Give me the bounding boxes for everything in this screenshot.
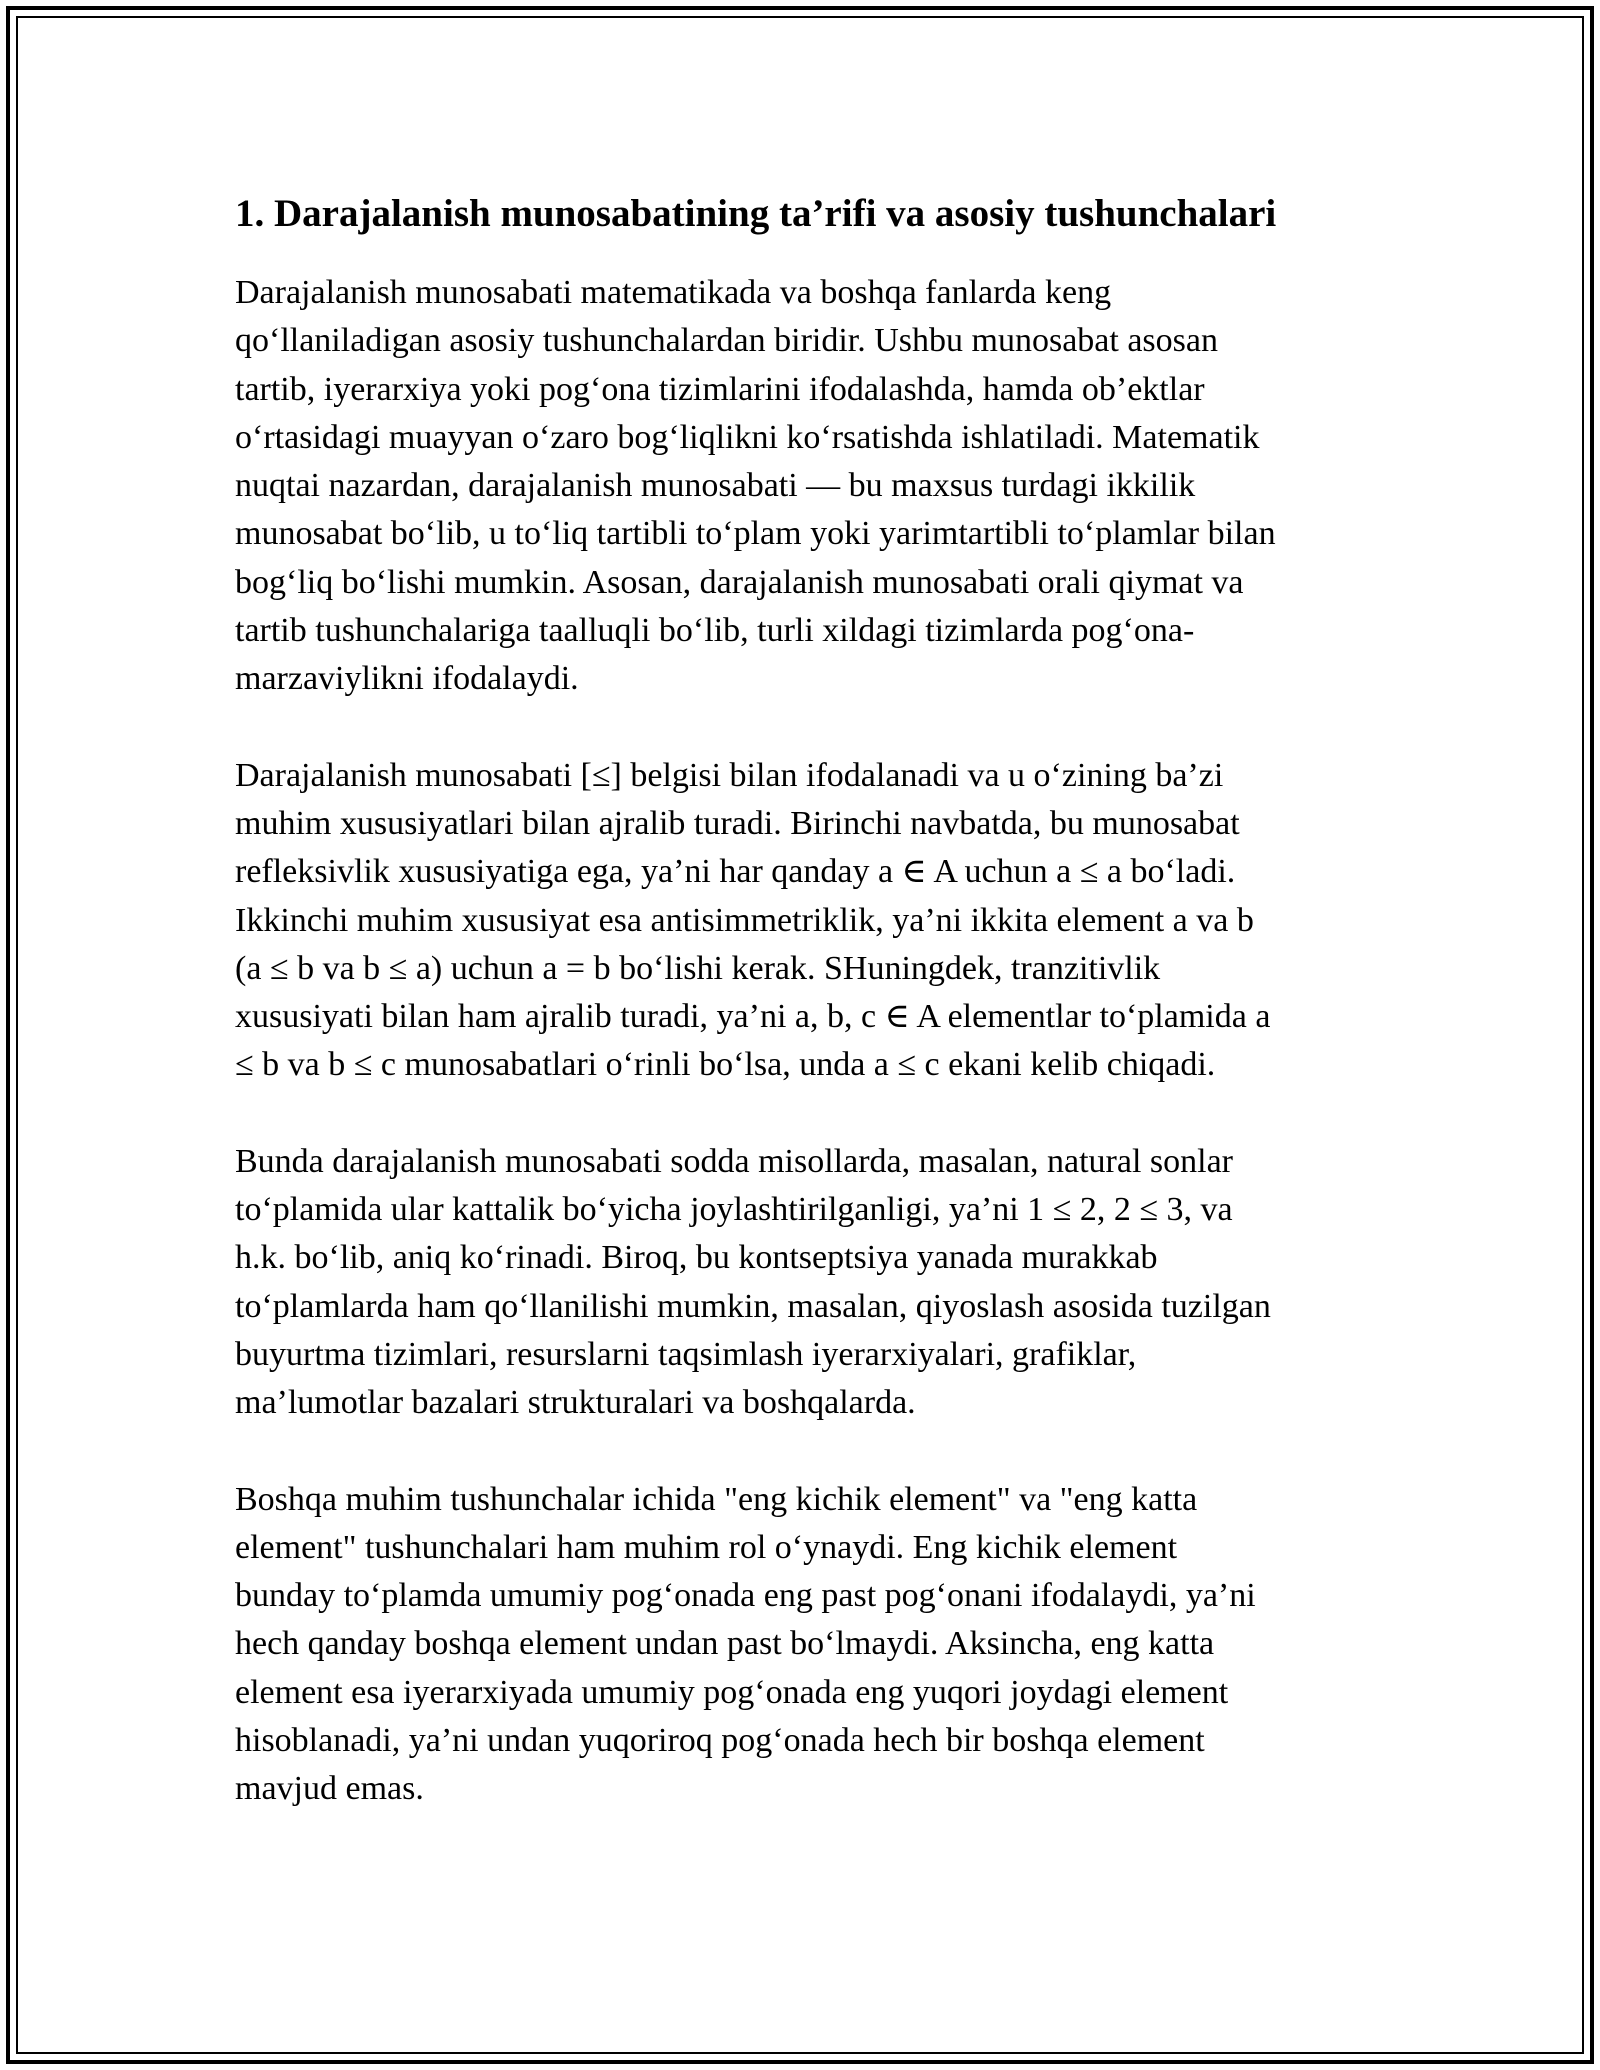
paragraph: Bunda darajalanish munosabati sodda misollarda, masalan, natural sonlar to‘plamida ular kattalik bo‘yicha joylashtirilganligi, ya’ni 1 ≤ 2, 2 ≤ 3, va h.k. bo‘lib, aniq ko‘rinadi. Biroq, bu kontseptsiya yanada murakkab to‘plamlarda ham qo‘llanilishi mumkin, masalan, qiyoslash asosida tuzilgan buyurtma tizimlari, resurslarni taqsimlash iyerarxiyalari, grafiklar, ma’lumotlar bazalari strukturalari va boshqalarda. xyxy=(235,1142,1271,1422)
paragraph: Boshqa muhim tushunchalar ichida "eng kichik element" va "eng katta element" tushunchalari ham muhim rol o‘ynaydi. Eng kichik element bunday to‘plamda umumiy pog‘onada eng past pog‘onani ifodalaydi, ya’ni hech qanday boshqa element undan past bo‘lmaydi. Aksincha, eng katta element esa iyerarxiyada umumiy pog‘onada eng yuqori joydagi element hisoblanadi, ya’ni undan yuqoriroq pog‘onada hech bir boshqa element mavjud emas. xyxy=(235,1480,1256,1808)
paragraph: Darajalanish munosabati [≤] belgisi bilan ifodalanadi va u o‘zining ba’zi muhim xususiyatlari bilan ajralib turadi. Birinchi navbatda, bu munosabat refleksivlik xususiyatiga ega, ya’ni har qanday a ∈ A uchun a ≤ a bo‘ladi. Ikkinchi muhim xususiyat esa antisimmetriklik, ya’ni ikkita element a va b (a ≤ b va b ≤ a) uchun a = b bo‘lishi kerak. SHuningdek, tranzitivlik xususiyati bilan ham ajralib turadi, ya’ni a, b, c ∈ A elementlar to‘plamida a ≤ b va b ≤ c munosabatlari o‘rinli bo‘lsa, unda a ≤ c ekani kelib chiqadi. xyxy=(235,756,1271,1084)
section-heading: 1. Darajalanish munosabatining ta’rifi va asosiy tushunchalari xyxy=(235,192,1277,235)
paragraph: Darajalanish munosabati matematikada va boshqa fanlarda keng qo‘llaniladigan asosiy tushunchalardan biridir. Ushbu munosabat asosan tartib, iyerarxiya yoki pog‘ona tizimlarini ifodalashda, hamda ob’ektlar o‘rtasidagi muayyan o‘zaro bog‘liqlikni ko‘rsatishda ishlatiladi. Matematik nuqtai nazardan, darajalanish munosabati — bu maxsus turdagi ikkilik munosabat bo‘lib, u to‘liq tartibli to‘plam yoki yarimtartibli to‘plamlar bilan bog‘liq bo‘lishi mumkin. Asosan, darajalanish munosabati orali qiymat va tartib tushunchalariga taalluqli bo‘lib, turli xildagi tizimlarda pog‘ona- marzaviylikni ifodalaydi. xyxy=(235,274,1276,698)
document-body xyxy=(235,185,1370,1862)
